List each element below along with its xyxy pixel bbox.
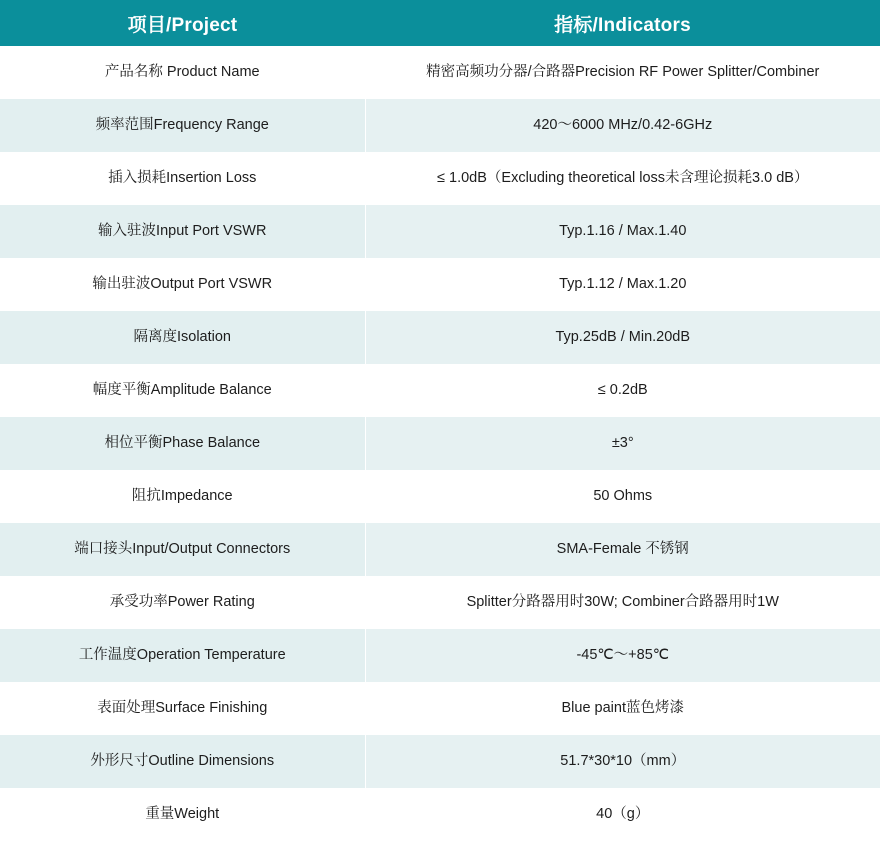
cell-indicator: ≤ 1.0dB（Excluding theoretical loss未含理论损耗3.0 dB） (365, 152, 880, 205)
table-row (0, 258, 880, 311)
cell-project: 重量Weight (0, 788, 365, 841)
cell-project: 输入驻波Input Port VSWR (0, 205, 365, 258)
table-row (0, 629, 880, 682)
table-row (0, 205, 880, 258)
cell-indicator: Typ.25dB / Min.20dB (365, 311, 880, 364)
column-header-indicators: 指标/Indicators (365, 0, 880, 46)
table-row (0, 576, 880, 629)
cell-project: 端口接头Input/Output Connectors (0, 523, 365, 576)
table-row (0, 364, 880, 417)
table-row (0, 523, 880, 576)
table-row (0, 46, 880, 99)
cell-project: 插入损耗Insertion Loss (0, 152, 365, 205)
cell-indicator: 50 Ohms (365, 470, 880, 523)
cell-indicator: Splitter分路器用时30W; Combiner合路器用时1W (365, 576, 880, 629)
cell-project: 相位平衡Phase Balance (0, 417, 365, 470)
cell-indicator: ≤ 0.2dB (365, 364, 880, 417)
table-header-row (0, 0, 880, 46)
cell-indicator: Blue paint蓝色烤漆 (365, 682, 880, 735)
table-row (0, 417, 880, 470)
cell-indicator: 40（g） (365, 788, 880, 841)
table-row (0, 735, 880, 788)
table-row (0, 152, 880, 205)
table-row (0, 682, 880, 735)
table-header (0, 0, 880, 46)
table-row (0, 788, 880, 841)
cell-indicator: 51.7*30*10（mm） (365, 735, 880, 788)
table-row (0, 311, 880, 364)
cell-indicator: Typ.1.12 / Max.1.20 (365, 258, 880, 311)
cell-project: 频率范围Frequency Range (0, 99, 365, 152)
cell-indicator: Typ.1.16 / Max.1.40 (365, 205, 880, 258)
cell-project: 隔离度Isolation (0, 311, 365, 364)
table-row (0, 99, 880, 152)
cell-project: 幅度平衡Amplitude Balance (0, 364, 365, 417)
table-body (0, 46, 880, 841)
cell-project: 输出驻波Output Port VSWR (0, 258, 365, 311)
cell-indicator: 420～6000 MHz/0.42-6GHz (365, 99, 880, 152)
cell-project: 表面处理Surface Finishing (0, 682, 365, 735)
cell-project: 承受功率Power Rating (0, 576, 365, 629)
cell-project: 外形尺寸Outline Dimensions (0, 735, 365, 788)
cell-project: 工作温度Operation Temperature (0, 629, 365, 682)
cell-project: 产品名称 Product Name (0, 46, 365, 99)
cell-project: 阻抗Impedance (0, 470, 365, 523)
cell-indicator: 精密高频功分器/合路器Precision RF Power Splitter/Combiner (365, 46, 880, 99)
table-row (0, 470, 880, 523)
column-header-project: 项目/Project (0, 0, 365, 46)
cell-indicator: SMA-Female 不锈钢 (365, 523, 880, 576)
cell-indicator: ±3° (365, 417, 880, 470)
cell-indicator: -45℃～+85℃ (365, 629, 880, 682)
